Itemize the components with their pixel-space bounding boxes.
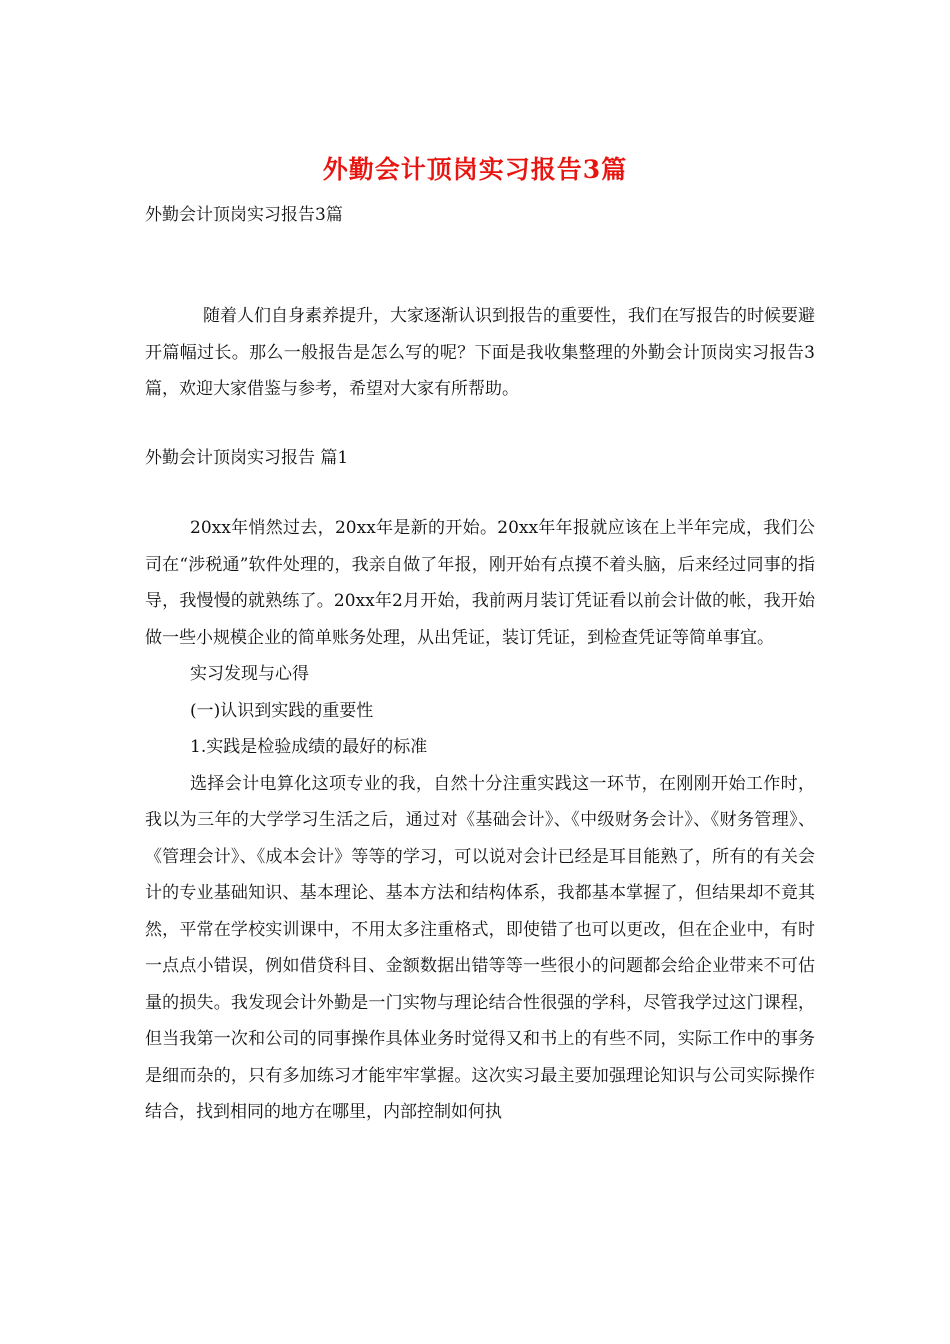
body-paragraph: 1.实践是检验成绩的最好的标准 — [190, 737, 428, 757]
body-paragraph: 选择会计电算化这项专业的我，自然十分注重实践这一环节，在刚刚开始工作时，我以为三年的大学学习生活之后，通过对《基础会计》、《中级财务会计》、《财务管理》、《管理会计》、《成本会计》等等的学习，可以说对会计已经是耳目能熟了，所有的有关会计的专业基础知识、基本理论、基本方法和结构体系，我都基本掌握了，但结果却不竟其然，平常在学校实训课中，不用太多注重格式，即使错了也可以更改，但在企业中，有时一点点小错误，例如借贷科目、金额数据出错等等一些很小的问题都会给企业带来不可估量的损失。我发现会计外勤是一门实物与理论结合性很强的学科，尽管我学过这门课程，但当我第一次和公司的同事操作具体业务时觉得又和书上的有些不同，实际工作中的事务是细而杂的，只有多加练习才能牢牢掌握。这次实习最主要加强理论知识与公司实际操作结合，找到相同的地方在哪里，内部控制如何执 — [145, 773, 815, 1122]
body-paragraph: (一)认识到实践的重要性 — [190, 700, 374, 721]
section-heading: 外勤会计顶岗实习报告 篇1 — [145, 448, 349, 468]
body-paragraph: 20xx年悄然过去，20xx年是新的开始。20xx年年报就应该在上半年完成，我们公司在“涉税通”软件处理的，我亲自做了年报，刚开始有点摸不着头脑，后来经过同事的指导，我慢慢的就熟练了。20xx年2月开始，我前两月装订凭证看以前会计做的帐，我开始做一些小规模企业的简单账务处理，从出凭证，装订凭证，到检查凭证等简单事宜。 — [145, 518, 815, 648]
section-body — [145, 510, 815, 1131]
document-subtitle: 外勤会计顶岗实习报告3篇 — [145, 205, 343, 225]
intro-paragraph: 随着人们自身素养提升，大家逐渐认识到报告的重要性，我们在写报告的时候要避开篇幅过长。那么一般报告是怎么写的呢？下面是我收集整理的外勤会计顶岗实习报告3篇，欢迎大家借鉴与参考，希望对大家有所帮助。 — [145, 306, 815, 399]
body-paragraph: 实习发现与心得 — [190, 664, 309, 684]
document-title: 外勤会计顶岗实习报告3篇 — [322, 155, 628, 184]
